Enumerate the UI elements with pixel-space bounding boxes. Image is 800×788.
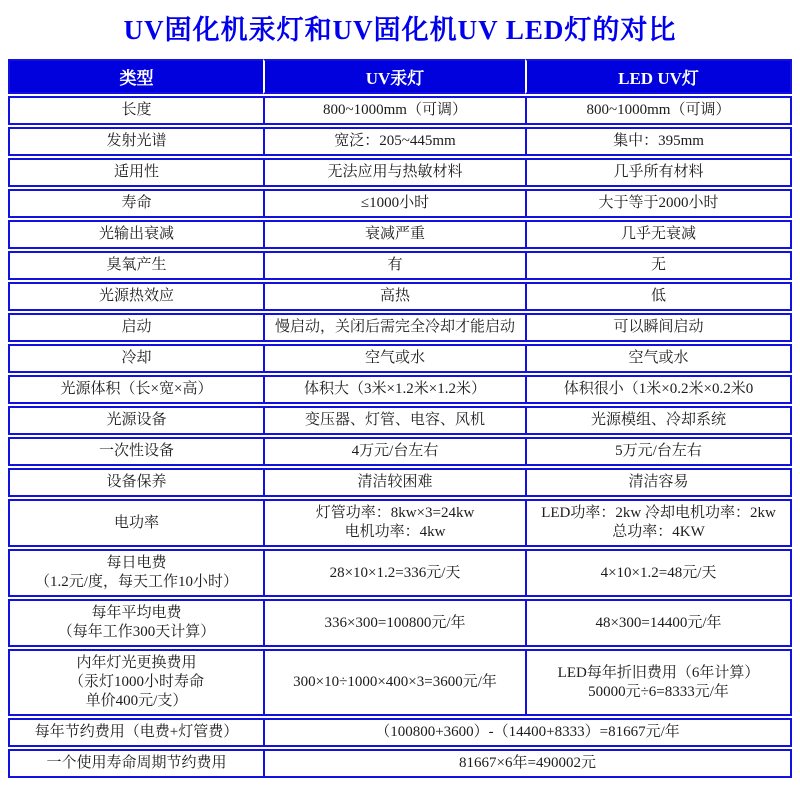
header-mercury-lamp: UV汞灯	[263, 59, 525, 94]
cell-line: 800~1000mm（可调）	[586, 102, 731, 118]
table-row	[8, 220, 792, 249]
cell-line: 无法应用与热敏材料	[327, 164, 463, 180]
mercury-value	[263, 158, 525, 187]
cell-line: ≤1000小时	[360, 195, 430, 211]
mercury-value	[263, 313, 525, 342]
led-value	[525, 96, 792, 125]
cell-line: （100800+3600）-（14400+8333）=81667元/年	[375, 724, 680, 740]
table-row	[8, 189, 792, 218]
cell-line: 有	[387, 257, 403, 273]
cell-line: 每日电费	[106, 555, 167, 571]
cell-line: 4万元/台左右	[351, 443, 439, 459]
row-label	[8, 96, 263, 125]
mercury-value	[263, 344, 525, 373]
cell-line: 衰减严重	[364, 226, 425, 242]
table-row	[8, 437, 792, 466]
row-label	[8, 437, 263, 466]
cell-line: 冷却	[121, 350, 152, 366]
table-row	[8, 499, 792, 547]
table-row	[8, 599, 792, 647]
table-row	[8, 406, 792, 435]
row-label	[8, 220, 263, 249]
table-header	[8, 59, 792, 94]
row-label	[8, 127, 263, 156]
table-row	[8, 282, 792, 311]
mercury-value	[263, 499, 525, 547]
cell-line: 体积很小（1米×0.2米×0.2米0	[563, 381, 754, 397]
row-label	[8, 282, 263, 311]
header-led-lamp: LED UV灯	[525, 59, 792, 94]
mercury-value	[263, 468, 525, 497]
mercury-value	[263, 437, 525, 466]
cell-line: 集中：395mm	[613, 133, 704, 149]
cell-line: 内年灯光更换费用	[76, 655, 197, 671]
header-row	[8, 59, 792, 94]
cell-line: 长度	[121, 102, 152, 118]
row-value-span	[263, 749, 792, 778]
cell-line: 800~1000mm（可调）	[323, 102, 467, 118]
led-value	[525, 251, 792, 280]
cell-line: 光输出衰减	[98, 226, 174, 242]
page-title: UV固化机汞灯和UV固化机UV LED灯的对比	[123, 15, 677, 45]
led-value	[525, 499, 792, 547]
cell-line: 4×10×1.2=48元/天	[600, 564, 717, 581]
cell-line: 光源体积（长×宽×高）	[60, 381, 213, 397]
mercury-value	[263, 375, 525, 404]
cell-line: 48×300=14400元/年	[595, 614, 722, 631]
table-row	[8, 251, 792, 280]
cell-line: 每年平均电费	[91, 605, 182, 621]
cell-line: 一个使用寿命周期节约费用	[46, 755, 227, 771]
cell-line: 一次性设备	[98, 443, 174, 459]
row-label	[8, 406, 263, 435]
table-row	[8, 649, 792, 716]
cell-line: 几乎所有材料	[613, 164, 704, 180]
mercury-value	[263, 599, 525, 647]
cell-line: 臭氧产生	[106, 257, 167, 273]
table-row	[8, 158, 792, 187]
cell-line: 50000元÷6=8333元/年	[588, 683, 729, 700]
cell-line: 清洁容易	[628, 474, 689, 490]
cell-line: 慢启动，关闭后需完全冷却才能启动	[274, 319, 515, 335]
cell-line: 5万元/台左右	[615, 443, 702, 459]
comparison-table	[8, 57, 792, 780]
led-value	[525, 437, 792, 466]
cell-line: 空气或水	[628, 350, 689, 366]
row-label	[8, 649, 263, 716]
cell-line: 设备保养	[106, 474, 167, 490]
row-label	[8, 599, 263, 647]
cell-line: 宽泛：205~445mm	[334, 133, 456, 149]
cell-line: 启动	[121, 319, 152, 335]
row-label	[8, 158, 263, 187]
table-row	[8, 344, 792, 373]
row-label	[8, 344, 263, 373]
led-value	[525, 549, 792, 597]
cell-line: 清洁较困难	[357, 474, 433, 490]
table-row	[8, 468, 792, 497]
header-type: 类型	[8, 59, 263, 94]
cell-line: 寿命	[121, 195, 152, 211]
table-row	[8, 313, 792, 342]
row-label	[8, 468, 263, 497]
mercury-value	[263, 96, 525, 125]
cell-line: 变压器、灯管、电容、风机	[304, 412, 485, 428]
led-value	[525, 599, 792, 647]
cell-line: 空气或水	[364, 350, 425, 366]
cell-line: 无	[650, 257, 666, 273]
cell-line: 大于等于2000小时	[598, 195, 719, 211]
table-row	[8, 549, 792, 597]
table-row	[8, 749, 792, 778]
cell-line: 高热	[379, 288, 410, 304]
row-label	[8, 718, 263, 747]
row-label	[8, 499, 263, 547]
cell-line: 81667×6年=490002元	[459, 755, 596, 771]
comparison-table-body	[8, 96, 792, 778]
cell-line: 28×10×1.2=336元/天	[329, 564, 461, 581]
table-row	[8, 718, 792, 747]
cell-line: 单价400元/支）	[85, 693, 188, 709]
led-value	[525, 189, 792, 218]
led-value	[525, 344, 792, 373]
led-value	[525, 158, 792, 187]
mercury-value	[263, 282, 525, 311]
mercury-value	[263, 251, 525, 280]
mercury-value	[263, 649, 525, 716]
row-label	[8, 313, 263, 342]
mercury-value	[263, 549, 525, 597]
mercury-value	[263, 127, 525, 156]
mercury-value	[263, 189, 525, 218]
cell-line: 光源热效应	[98, 288, 174, 304]
led-value	[525, 406, 792, 435]
cell-line: 几乎无衰减	[620, 226, 696, 242]
cell-line: 总功率：4KW	[612, 524, 705, 540]
cell-line: 光源设备	[106, 412, 167, 428]
cell-line: （汞灯1000小时寿命	[68, 674, 204, 690]
cell-line: 发射光谱	[106, 133, 167, 149]
cell-line: 电功率	[113, 514, 159, 531]
mercury-value	[263, 220, 525, 249]
cell-line: （1.2元/度，每天工作10小时）	[35, 574, 238, 590]
cell-line: 可以瞬间启动	[613, 319, 704, 335]
row-label	[8, 251, 263, 280]
table-row	[8, 96, 792, 125]
cell-line: 300×10÷1000×400×3=3600元/年	[293, 674, 497, 690]
led-value	[525, 220, 792, 249]
row-value-span	[263, 718, 792, 747]
led-value	[525, 282, 792, 311]
cell-line: （每年工作300天计算）	[57, 624, 216, 640]
mercury-value	[263, 406, 525, 435]
row-label	[8, 189, 263, 218]
row-label	[8, 749, 263, 778]
table-row	[8, 375, 792, 404]
led-value	[525, 375, 792, 404]
cell-line: LED每年折旧费用（6年计算）	[557, 664, 760, 681]
table-row	[8, 127, 792, 156]
row-label	[8, 375, 263, 404]
row-label	[8, 549, 263, 597]
led-value	[525, 649, 792, 716]
cell-line: LED功率：2kw 冷却电机功率：2kw	[541, 505, 776, 521]
led-value	[525, 313, 792, 342]
cell-line: 灯管功率：8kw×3=24kw	[315, 505, 475, 521]
cell-line: 光源模组、冷却系统	[590, 412, 726, 428]
cell-line: 电机功率：4kw	[344, 524, 446, 540]
cell-line: 体积大（3米×1.2米×1.2米）	[304, 381, 486, 397]
led-value	[525, 127, 792, 156]
cell-line: 适用性	[113, 164, 159, 180]
cell-line: 336×300=100800元/年	[324, 614, 466, 631]
cell-line: 每年节约费用（电费+灯管费）	[34, 724, 239, 740]
led-value	[525, 468, 792, 497]
cell-line: 低	[650, 288, 666, 304]
